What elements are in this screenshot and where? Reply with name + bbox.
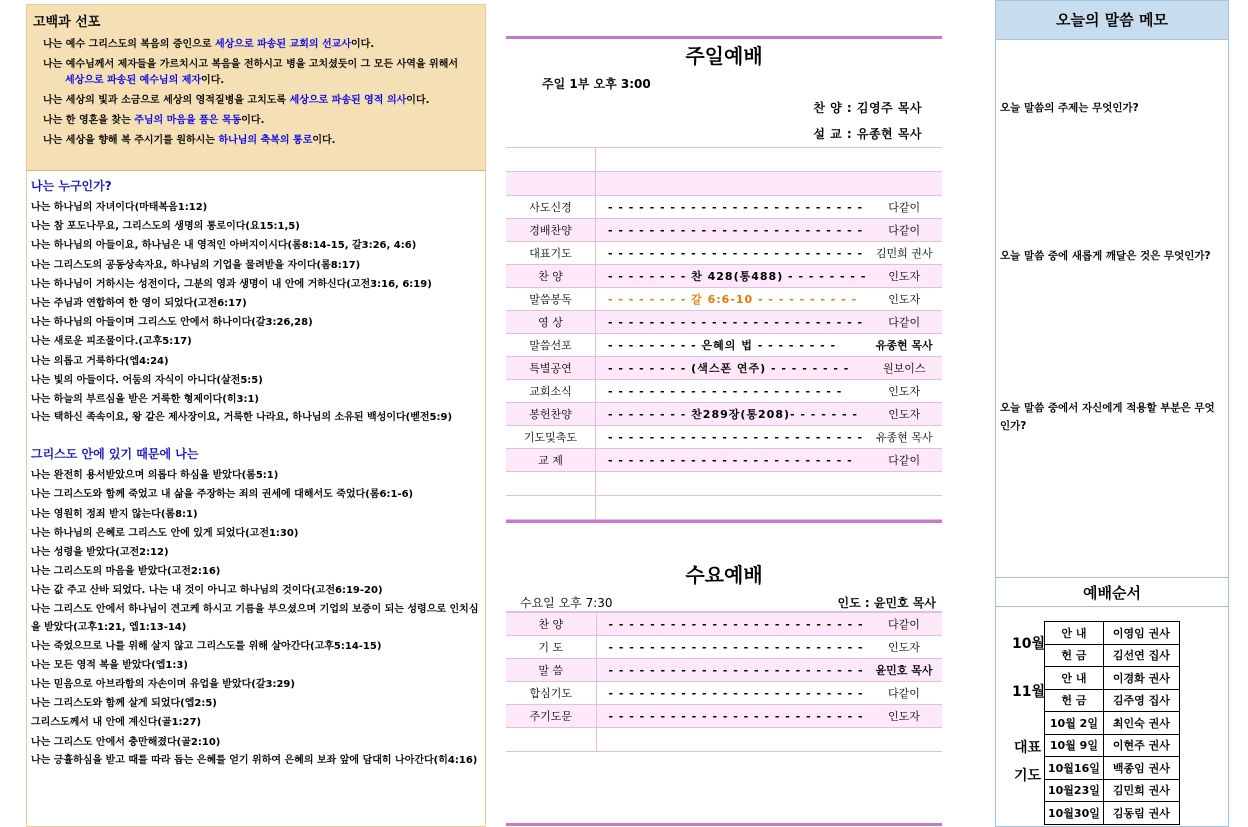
- item-name: 기 도: [506, 636, 596, 659]
- item-name: 영 상: [506, 311, 596, 334]
- table-row: [1045, 757, 1180, 780]
- item-detail: - - - - - - - - - - - - - - - - - - - - - - - - -: [596, 682, 866, 705]
- table-row: [1045, 802, 1180, 825]
- item-detail: - - - - - - - - - - - - - - - - - - - - - - - - -: [596, 705, 866, 728]
- table-row: [506, 659, 942, 682]
- table-row: [1045, 689, 1180, 712]
- confession-line: [33, 94, 479, 108]
- item-person: 윤민호 목사: [866, 659, 942, 682]
- list-item: 나는 그리스도의 마음을 받았다(고전2:16): [31, 566, 221, 578]
- duty-role: 헌 금: [1045, 689, 1104, 712]
- item-person: 다같이: [866, 682, 942, 705]
- table-row: [506, 196, 942, 219]
- item-person: 유종현 목사: [866, 426, 942, 449]
- line-highlight: 주님의 마음을 품은 목동: [134, 115, 242, 126]
- prayer-label: 대표: [1014, 740, 1042, 756]
- item-name: 말 씀: [506, 659, 596, 682]
- item-person: 다같이: [866, 219, 942, 242]
- memo-question: 오늘 말씀의 주제는 무엇인가?: [1000, 102, 1139, 114]
- item-detail: - - - - - - - - 찬 428(통488) - - - - - - - -: [596, 265, 867, 288]
- who-am-i-section: [27, 171, 485, 427]
- confession-line: [33, 38, 479, 52]
- item-name: 봉헌찬양: [506, 403, 596, 426]
- line-suffix: 이다.: [351, 39, 375, 50]
- item-name: 말씀봉독: [506, 288, 596, 311]
- item-name: 교 제: [506, 449, 596, 472]
- wednesday-service: [506, 556, 942, 752]
- sunday-title: 주일예배: [685, 44, 763, 68]
- line-text: 나는 세상을 향해 복 주시기를 원하시는: [43, 135, 219, 146]
- list-item: 나는 택하신 족속이요, 왕 같은 제사장이요, 거룩한 나라요, 하나님의 소유된 백성이다(벧전5:9): [31, 412, 453, 424]
- list-item: 그리스도께서 내 안에 계신다(골1:27): [31, 717, 202, 729]
- duty-person: 백종임 권사: [1103, 757, 1179, 780]
- praise-leader: 찬 양 : 김영주 목사: [813, 101, 922, 115]
- duty-person: 김동림 권사: [1103, 802, 1179, 825]
- duty-person: 김선연 집사: [1103, 644, 1179, 667]
- list-item: 나는 주님과 연합하여 한 영이 되었다(고전6:17): [31, 298, 247, 310]
- duty-person: 최인숙 권사: [1103, 712, 1179, 735]
- table-row: [506, 636, 942, 659]
- wednesday-leader: 인도 : 윤민호 목사: [837, 596, 936, 610]
- wednesday-order-table: [506, 612, 942, 752]
- duty-person: 이경화 권사: [1103, 667, 1179, 690]
- confession-column: [26, 4, 486, 827]
- duty-table: [1044, 621, 1180, 825]
- line-text: 나는 한 영혼을 찾는: [43, 115, 135, 126]
- item-detail: - - - - - - - - - 은혜의 법 - - - - - - - -: [596, 334, 867, 357]
- duty-role: 10월 9일: [1045, 734, 1104, 757]
- table-row: [1045, 667, 1180, 690]
- sunday-service: [506, 36, 942, 523]
- line-highlight: 세상으로 파송된 예수님의 제자: [65, 75, 202, 86]
- item-name: 대표기도: [506, 242, 596, 265]
- list-item: 나는 하나님의 자녀이다(마태복음1:12): [31, 202, 208, 213]
- item-person: 인도자: [866, 288, 942, 311]
- line-suffix: 이다.: [406, 95, 430, 106]
- item-detail: - - - - - - - - - - - - - - - - - - - - - - - - -: [596, 196, 867, 219]
- divider: [506, 520, 942, 523]
- item-name: 경배찬양: [506, 219, 596, 242]
- item-detail: - - - - - - - - - - - - - - - - - - - - - - - - -: [596, 613, 866, 636]
- prayer-label: 기도: [1014, 768, 1042, 784]
- table-row: [506, 242, 942, 265]
- item-person: 인도자: [866, 705, 942, 728]
- item-person: 유종현 목사: [866, 334, 942, 357]
- list-item: 나는 믿음으로 아브라함의 자손이며 유업을 받았다(갈3:29): [31, 679, 295, 691]
- duty-role: 헌 금: [1045, 644, 1104, 667]
- item-name: 합심기도: [506, 682, 596, 705]
- list-item: 나는 그리스도의 공동상속자요, 하나님의 기업을 물려받을 자이다(롬8:17): [31, 259, 361, 271]
- list-item: 나는 참 포도나무요, 그리스도의 생명의 통로이다(요15:1,5): [31, 221, 300, 233]
- item-detail: - - - - - - - - - - - - - - - - - - - - - - - - -: [596, 242, 867, 265]
- confession-line: [33, 74, 479, 88]
- line-highlight: 하나님의 축복의 통로: [218, 135, 313, 146]
- list-item: 나는 성령을 받았다(고전2:12): [31, 547, 169, 559]
- list-item: 나는 그리스도 안에서 하나님이 견고케 하시고 기름을 부으셨으며 기업의 보증이 되는 성령으로 인치심을 받았다(고후1:21, 엡1:13-14): [31, 603, 479, 633]
- table-row: [506, 357, 942, 380]
- table-row: [1045, 779, 1180, 802]
- month-label: 10월: [1012, 636, 1046, 652]
- duty-person: 김주영 집사: [1103, 689, 1179, 712]
- item-name: 주기도문: [506, 705, 596, 728]
- duty-role: 안 내: [1045, 667, 1104, 690]
- table-row: [1045, 622, 1180, 645]
- table-row: [506, 288, 942, 311]
- confession-line: [33, 58, 479, 72]
- table-row: [506, 613, 942, 636]
- item-detail: - - - - - - - - - - - - - - - - - - - - - - - - -: [596, 219, 867, 242]
- list-item: 나는 모든 영적 복을 받았다(엡1:3): [31, 659, 188, 671]
- table-row: [1045, 712, 1180, 735]
- item-name: 교회소식: [506, 380, 596, 403]
- item-person: 김민희 권사: [866, 242, 942, 265]
- item-name: 기도및축도: [506, 426, 596, 449]
- sermon-leader: 설 교 : 유종현 목사: [813, 127, 922, 141]
- list-item: 나는 긍휼하심을 받고 때를 따라 돕는 은혜를 얻기 위하여 은혜의 보좌 앞에 담대히 나아간다(히4:16): [31, 754, 478, 766]
- list-item: 나는 하나님의 아들이며 그리스도 안에서 하나이다(갈3:26,28): [31, 317, 313, 329]
- item-person: 다같이: [866, 613, 942, 636]
- list-item: 나는 새로운 피조물이다.(고후5:17): [31, 336, 192, 348]
- memo-question: 오늘 말씀 중에서 자신에게 적용할 부분은 무엇인가?: [1000, 402, 1215, 432]
- item-person: 다같이: [866, 311, 942, 334]
- memo-question: 오늘 말씀 중에 새롭게 깨달은 것은 무엇인가?: [1000, 250, 1211, 262]
- line-highlight: 세상으로 파송된 교회의 선교사: [214, 39, 351, 50]
- memo-title: 오늘의 말씀 메모: [996, 1, 1228, 40]
- item-person: 다같이: [866, 449, 942, 472]
- list-item: 나는 하나님이 거하시는 성전이다, 그분의 영과 생명이 내 안에 거하신다(고전3:16, 6:19): [31, 278, 432, 290]
- line-suffix: 이다.: [201, 75, 225, 86]
- confession-line: [33, 134, 479, 148]
- item-detail: - - - - - - - - (색스폰 연주) - - - - - - - -: [596, 357, 867, 380]
- line-suffix: 이다.: [241, 115, 265, 126]
- item-person: 인도자: [866, 380, 942, 403]
- item-name: 말씀선포: [506, 334, 596, 357]
- month-label: 11월: [1012, 684, 1046, 700]
- list-item: 나는 그리스도와 함께 살게 되었다(엡2:5): [31, 698, 217, 710]
- confession-box: [27, 5, 485, 171]
- table-row: [1045, 734, 1180, 757]
- duty-title: 예배순서: [996, 577, 1228, 607]
- divider: [506, 823, 942, 826]
- list-item: 나는 영원히 정죄 받지 않는다(롬8:1): [31, 508, 198, 520]
- confession-line: [33, 114, 479, 128]
- duty-role: 10월 2일: [1045, 712, 1104, 735]
- table-row: [506, 219, 942, 242]
- line-highlight: 세상으로 파송된 영적 의사: [289, 95, 407, 106]
- list-item: 나는 하나님의 아들이요, 하나님은 내 영적인 아버지이시다(롬8:14-15, 갈3:26, 4:6): [31, 240, 417, 252]
- item-name: 찬 양: [506, 265, 596, 288]
- table-row: [506, 265, 942, 288]
- in-christ-section: [27, 439, 485, 770]
- wednesday-header: [506, 594, 942, 612]
- table-row: [506, 496, 942, 520]
- item-name: 사도신경: [506, 196, 596, 219]
- item-person: 인도자: [866, 636, 942, 659]
- list-item: 나는 그리스도 안에서 충만해졌다(골2:10): [31, 736, 221, 748]
- table-row: [506, 705, 942, 728]
- list-item: 나는 값 주고 산바 되었다. 나는 내 것이 아니고 하나님의 것이다(고전6:19-20): [31, 585, 383, 597]
- item-name: 찬 양: [506, 613, 596, 636]
- item-person: 인도자: [866, 403, 942, 426]
- line-text: 나는 세상의 빛과 소금으로 세상의 영적질병을 고치도록: [43, 95, 290, 106]
- list-item: 나는 하나님의 은혜로 그리스도 안에 있게 되었다(고전1:30): [31, 527, 299, 539]
- table-row: [506, 172, 942, 196]
- list-item: 나는 죽었으므로 나를 위해 살지 않고 그리스도를 위해 살아간다(고후5:14-15): [31, 640, 382, 652]
- table-row: [506, 472, 942, 496]
- duty-role: 안 내: [1045, 622, 1104, 645]
- table-row: [506, 449, 942, 472]
- table-row: [506, 682, 942, 705]
- in-christ-title: 그리스도 안에 있기 때문에 나는: [31, 447, 199, 462]
- duty-person: 이영임 권사: [1103, 622, 1179, 645]
- item-detail: - - - - - - - - - - - - - - - - - - - - - - - - -: [596, 426, 867, 449]
- who-am-i-title: 나는 누구인가?: [31, 179, 112, 193]
- item-detail: - - - - - - - - 찬289장(통208)- - - - - - -: [596, 403, 867, 426]
- table-row: [1045, 644, 1180, 667]
- wednesday-title: 수요예배: [685, 563, 763, 587]
- list-item: 나는 그리스도와 함께 죽었고 내 삶을 주장하는 죄의 권세에 대해서도 죽었다(롬6:1-6): [31, 489, 414, 501]
- item-detail: - - - - - - - - - - - - - - - - - - - - - - - -: [596, 449, 867, 472]
- table-row: [506, 380, 942, 403]
- table-row: [506, 334, 942, 357]
- list-item: 나는 완전히 용서받았으며 의롭다 하심을 받았다(롬5:1): [31, 470, 279, 482]
- table-row: [506, 148, 942, 172]
- line-suffix: 이다.: [312, 135, 336, 146]
- item-detail: - - - - - - - - 갈 6:6-10 - - - - - - - - - -: [596, 288, 867, 311]
- item-person: 원보이스: [866, 357, 942, 380]
- table-row: [506, 728, 942, 752]
- duty-person: 김민희 권사: [1103, 779, 1179, 802]
- line-text: 나는 예수님께서 제자들을 가르치시고 복음을 전하시고 병을 고치셨듯이 그 모든 사역을 위해서: [43, 59, 459, 70]
- memo-column: [995, 0, 1229, 827]
- table-row: [506, 403, 942, 426]
- item-detail: - - - - - - - - - - - - - - - - - - - - - - - - -: [596, 659, 866, 682]
- duty-role: 10월16일: [1045, 757, 1104, 780]
- wednesday-time: 수요일 오후 7:30: [520, 596, 613, 610]
- list-item: 나는 빛의 아들이다. 어둠의 자식이 아니다(살전5:5): [31, 374, 263, 386]
- confession-title: 고백과 선포: [33, 15, 101, 30]
- item-detail: - - - - - - - - - - - - - - - - - - - - - - -: [596, 380, 867, 403]
- item-detail: - - - - - - - - - - - - - - - - - - - - - - - - -: [596, 636, 866, 659]
- sunday-order-table: [506, 147, 942, 520]
- duty-role: 10월30일: [1045, 802, 1104, 825]
- table-row: [506, 426, 942, 449]
- item-person: 다같이: [866, 196, 942, 219]
- table-row: [506, 311, 942, 334]
- sunday-time: 주일 1부 오후 3:00: [542, 77, 651, 91]
- item-detail: - - - - - - - - - - - - - - - - - - - - - - - - -: [596, 311, 867, 334]
- item-person: 인도자: [866, 265, 942, 288]
- list-item: 나는 의롭고 거룩하다(엡4:24): [31, 355, 169, 367]
- duty-person: 이현주 권사: [1103, 734, 1179, 757]
- duty-role: 10월23일: [1045, 779, 1104, 802]
- item-name: 특별공연: [506, 357, 596, 380]
- list-item: 나는 하늘의 부르심을 받은 거룩한 형제이다(히3:1): [31, 394, 260, 406]
- line-text: 나는 예수 그리스도의 복음의 증인으로: [43, 39, 215, 50]
